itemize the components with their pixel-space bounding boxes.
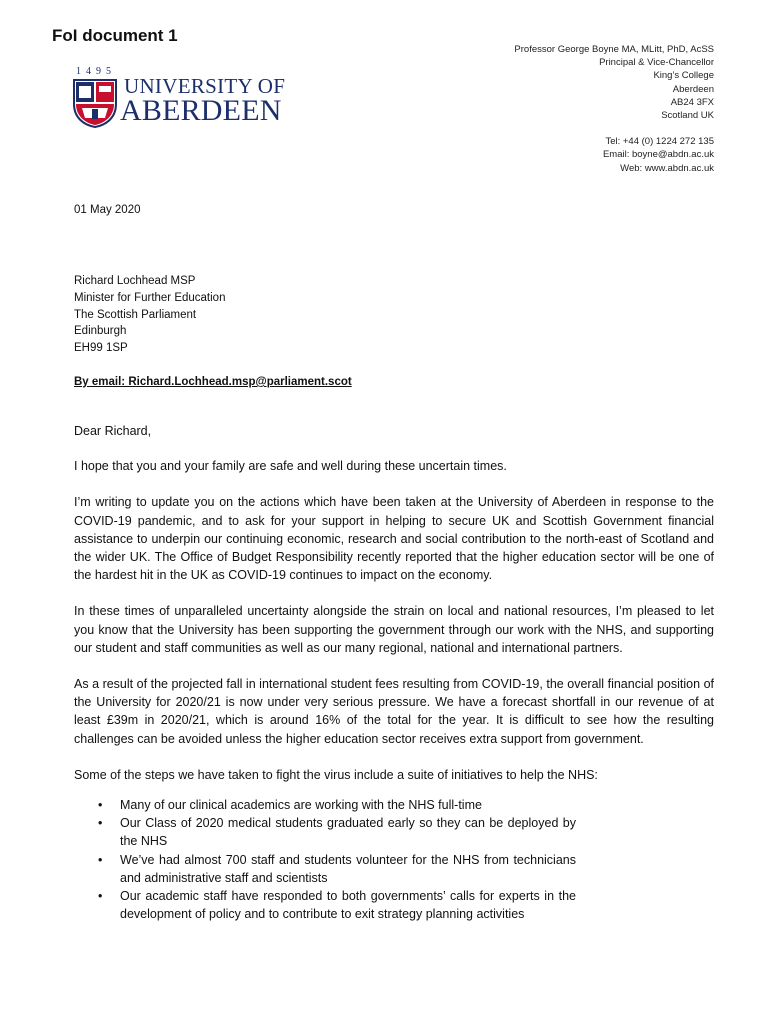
sender-email: Email: boyne@abdn.ac.uk [602,149,714,161]
recipient-city: Edinburgh [74,325,127,338]
bullet-icon: • [98,798,103,813]
nhs-initiatives-list [74,796,576,923]
sender-country: Scotland UK [661,110,714,122]
by-email-line: By email: Richard.Lochhead.msp@parliament.scot [74,376,352,388]
document-label: FoI document 1 [52,26,178,45]
sender-title: Principal & Vice-Chancellor [599,57,714,69]
list-item: • Many of our clinical academics are working with the NHS full-time [120,796,576,814]
sender-address-line: Aberdeen [672,83,714,95]
letter-body [74,422,714,923]
university-logo [72,66,300,128]
list-item: • Our academic staff have responded to both governments’ calls for experts in the development of policy and to contribute to exit strategy planning activities [98,889,576,922]
letter-date: 01 May 2020 [74,204,141,216]
sender-telephone: Tel: +44 (0) 1224 272 135 [605,136,714,148]
bullet-icon: • [98,852,103,867]
body-paragraph: As a result of the projected fall in international student fees resulting from COVID-19, the overall financial position of the University for 2020/21 is now under very serious pressure. We have a forecast shortfall in our revenue of at least £39m in 2020/21, which is around 16% of the total for the year. It is difficult to see how the resulting challenges can be avoided unless the higher education sector receives extra support from government. [74,677,714,746]
recipient-name: Richard Lochhead MSP [74,275,196,287]
sender-address-line: King’s College [653,70,714,82]
body-paragraph: I’m writing to update you on the actions which have been taken at the University of Aberdeen in response to the COVID-19 pandemic, and to ask for your support in helping to secure UK and Scottish Government financial assistance to underpin our continuing economic, research and social contribution to the north-east of Scotland and the wider UK. The Office of Budget Responsibility recently reported that the higher education sector will be one of the hardest hit in the UK as COVID-19 continues to impact on the economy. [74,495,714,583]
body-paragraph: Some of the steps we have taken to fight the virus include a suite of initiatives to help the NHS: [74,767,598,782]
logo-text-line1: UNIVERSITY OF [124,74,286,98]
body-paragraph: In these times of unparalleled uncertainty alongside the strain on local and national resources, I’m pleased to let you know that the University has been supporting the government through our work with the NHS, and supporting our student and staff communities as well as our many regional, national and international partners. [74,604,714,655]
logo-text-line2: ABERDEEN [120,94,282,127]
crest-icon [72,78,118,128]
salutation: Dear Richard, [74,424,152,438]
recipient-address-block [74,273,225,357]
bullet-icon: • [98,816,103,831]
bullet-icon: • [98,889,103,904]
sender-address-block [514,43,714,175]
body-paragraph: I hope that you and your family are safe and well during these uncertain times. [74,459,507,474]
sender-name: Professor George Boyne MA, MLitt, PhD, AcSS [514,44,714,55]
sender-postcode: AB24 3FX [670,96,714,108]
recipient-role: Minister for Further Education [74,291,226,304]
logo-year: 1495 [76,66,116,77]
recipient-postcode: EH99 1SP [74,342,128,355]
recipient-organisation: The Scottish Parliament [74,308,197,321]
list-item: • Our Class of 2020 medical students graduated early so they can be deployed by the NHS [98,816,576,849]
sender-web: Web: www.abdn.ac.uk [620,162,714,174]
list-item: • We’ve had almost 700 staff and students volunteer for the NHS from technicians and administrative staff and scientists [98,852,576,885]
